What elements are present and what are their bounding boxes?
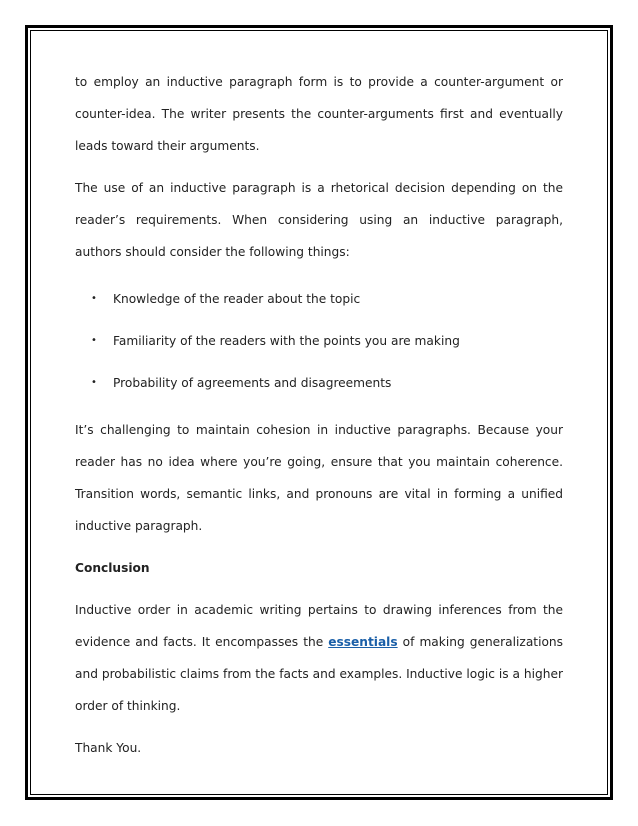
conclusion-text-end: of making generalizations and probabilistic claims from the facts and examples. Inductive logic is a higher order of thinking. xyxy=(75,635,563,713)
list-item xyxy=(75,278,563,320)
paragraph-rhetorical-decision: The use of an inductive paragraph is a rhetorical decision depending on the reader’s requirements. When considering using an inductive paragraph, authors should consider the following things: xyxy=(75,181,563,259)
list-item xyxy=(75,320,563,362)
paragraph-intro: to employ an inductive paragraph form is to provide a counter-argument or counter-idea. The writer presents the counter-arguments first and eventually leads toward their arguments. xyxy=(75,75,563,153)
essentials-link[interactable]: essentials xyxy=(328,635,398,649)
paragraph-conclusion xyxy=(75,594,563,722)
considerations-list xyxy=(75,278,563,404)
section-heading-conclusion: Conclusion xyxy=(75,561,150,575)
bullet-icon: • xyxy=(91,335,97,346)
bullet-icon: • xyxy=(91,377,97,388)
list-item-text: Probability of agreements and disagreements xyxy=(113,376,392,390)
paragraph-cohesion: It’s challenging to maintain cohesion in inductive paragraphs. Because your reader has no idea where you’re going, ensure that you maintain coherence. Transition words, semantic links, and pronouns are vital in forming a unified inductive paragraph. xyxy=(75,423,563,533)
document-body xyxy=(75,66,563,774)
list-item-text: Knowledge of the reader about the topic xyxy=(113,292,361,306)
closing-text: Thank You. xyxy=(75,741,142,755)
bullet-icon: • xyxy=(91,293,97,304)
list-item xyxy=(75,362,563,404)
list-item-text: Familiarity of the readers with the points you are making xyxy=(113,334,460,348)
conclusion-text-start: Inductive order in academic writing pertains to drawing inferences from the evidence and facts. It encompasses the xyxy=(75,603,563,649)
